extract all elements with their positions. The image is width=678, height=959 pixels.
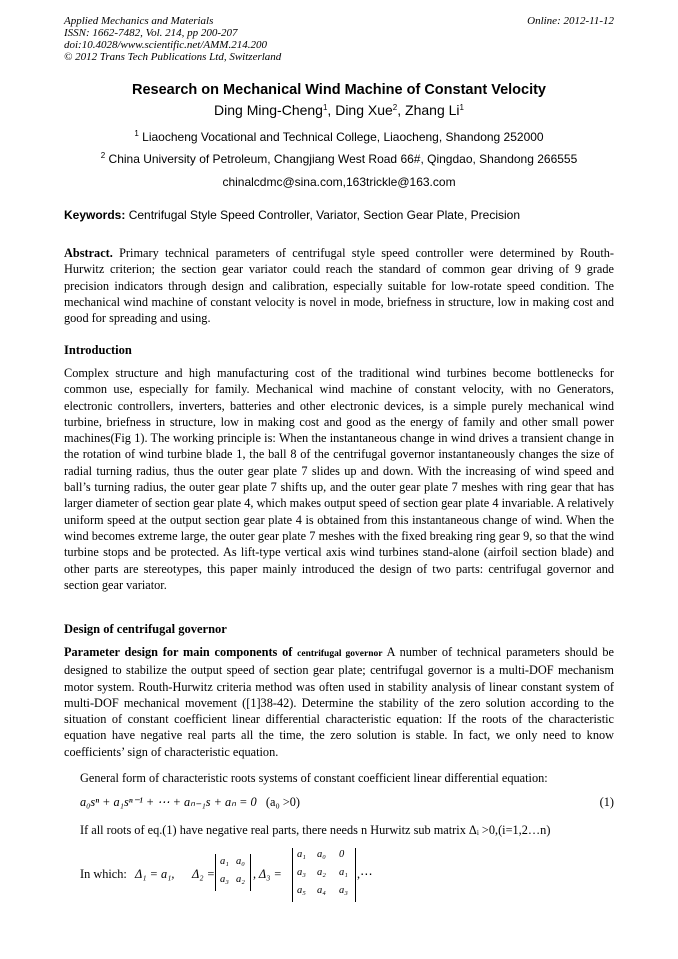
author-name: Ding Xue <box>335 102 393 118</box>
matrix-cell: 0 <box>339 849 345 860</box>
matrix-cell: a₁ <box>339 867 348 878</box>
delta-3-label: , Δ₃ = <box>253 867 282 881</box>
hurwitz-sentence: If all roots of eq.(1) have negative real parts, there needs n Hurwitz sub matrix Δᵢ >0,(i=1,2…n) <box>80 823 551 837</box>
run-in-heading-small: centrifugal governor <box>297 649 383 659</box>
general-form-sentence: General form of characteristic roots systems of constant coefficient linear differential equation: <box>80 771 548 785</box>
matrix-cell: a₀ <box>236 856 245 867</box>
doi-line: doi:10.4028/www.scientific.net/AMM.214.200 <box>64 39 267 51</box>
affiliation-2 <box>0 152 678 166</box>
introduction-paragraph: Complex structure and high manufacturing cost of the traditional wind turbines become bottlenecks for common use, especially for family. Mechanical wind machine of constant velocity, with no Generators, electronic controllers, inverters, batteries and other electronic devices, is a simple purely mechanical wind turbine, briefness in structure, low in making cost and good as the energy of family and other small power machines(Fig 1). The working principle is: When the instantaneous change in wind drives a transient change in the rotation of wind turbine blade 1, the ball 8 of the centrifugal governor instantaneously changes the size of radial turning radius, thus the outer gear plate 7 slides up and down. With the increasing of wind speed and ball’s turning radius, the outer gear plate 7 shifts up, and the outer gear plate 7 meshes with ring gear that has larger diameter of section gear plate 4, which makes output speed of section gear plate 4 invariable. A relatively uniform speed at the output section gear plate 4 is obtained from this instantaneous change of wind. When the wind becomes extreme large, the outer gear plate 7 meshes with the fixed breaking ring gear 9, so that the wind turbine stops and be protected. As lift-type vertical axis wind turbines stand-alone (airfoil section blade) and other parts are stereotypes, this paper mainly introduced the design of two parts: centrifugal governor and section gear variator. <box>64 366 614 592</box>
affil-text: Liaocheng Vocational and Technical College, Liaocheng, Shandong 252000 <box>138 130 544 144</box>
journal-name: Applied Mechanics and Materials <box>64 15 214 27</box>
abstract-text: Primary technical parameters of centrifugal style speed controller were determined by Routh-Hurwitz criterion; the section gear variator could reach the standard of common gear driving of 9 grade precision indicators through design and calibration, especially suitable for low-rotate speed condition. The mechanical wind machine of constant velocity is novel in mode, briefness in structure, low in making cost and good for spreading and using. <box>64 246 614 326</box>
equation-1-body: a₀sⁿ + a₁sⁿ⁻¹ + ⋯ + aₙ₋₁s + aₙ = 0 <box>80 795 257 809</box>
author-list <box>0 102 678 118</box>
determinant-2x2 <box>215 854 251 891</box>
matrix-cell: a₅ <box>297 885 306 896</box>
run-in-heading: Parameter design for main components of <box>64 645 298 659</box>
in-which-label: In which: <box>80 867 127 881</box>
keywords <box>64 208 614 222</box>
author-separator: , <box>327 102 336 118</box>
author-affil-mark: 1 <box>322 103 328 112</box>
author-affil-mark: 1 <box>459 103 464 112</box>
matrix-cell: a₂ <box>236 874 245 885</box>
abstract-label: Abstract. <box>64 246 113 260</box>
matrix-cell: a₁ <box>297 849 306 860</box>
journal-header <box>64 15 281 63</box>
matrix-cell: a₀ <box>317 849 326 860</box>
author-separator: , <box>397 102 406 118</box>
online-date: Online: 2012-11-12 <box>527 15 614 27</box>
section-heading-introduction: Introduction <box>64 343 132 357</box>
affil-text: China University of Petroleum, Changjiang West Road 66#, Qingdao, Shandong 266555 <box>105 152 578 166</box>
section-heading-centrifugal-governor: Design of centrifugal governor <box>64 622 227 636</box>
affiliation-1 <box>0 130 678 144</box>
hurwitz-determinants <box>80 848 550 908</box>
matrix-cell: a₃ <box>220 874 229 885</box>
matrix-cell: a₃ <box>297 867 306 878</box>
keywords-label: Keywords: <box>64 208 126 222</box>
affil-mark: 1 <box>134 129 139 138</box>
matrix-cell: a₃ <box>339 885 348 896</box>
matrix-cell: a₁ <box>220 856 229 867</box>
affil-mark: 2 <box>100 151 106 160</box>
paragraph-text: A number of technical parameters should be designed to stabilize the output speed of section gear plate; centrifugal governor is a multi-DOF mechanism motor system. Routh-Hurwitz criteria method was often used in stability analysis of linear constant system of multi-DOF mechanical movement ([1]38-42). Determine the stability of the zero solution according to the situation of constant coefficient linear differential characteristic equation: If the roots of the characteristic equation have negative real parts all the time, the zero solution is stable. In fact, we only need to know coefficients’ sign of characteristic equation. <box>64 645 614 759</box>
issn-line: ISSN: 1662-7482, Vol. 214, pp 200-207 <box>64 27 238 39</box>
author-affil-mark: 2 <box>392 103 398 112</box>
delta-2-label: Δ₂ = <box>192 867 215 881</box>
equation-1-condition: (a₀ >0) <box>265 795 300 809</box>
equation-1-number: (1) <box>599 795 614 809</box>
author-name: Ding Ming-Cheng <box>214 102 323 118</box>
delta-1: Δ₁ = a₁, <box>135 867 175 881</box>
matrix-cell: a₄ <box>317 885 326 896</box>
determinant-3x3 <box>292 848 356 902</box>
paper-title: Research on Mechanical Wind Machine of Constant Velocity <box>131 82 546 98</box>
author-emails: chinalcdmc@sina.com,163trickle@163.com <box>222 175 456 189</box>
copyright-line: © 2012 Trans Tech Publications Ltd, Switzerland <box>64 51 282 63</box>
abstract <box>64 245 614 326</box>
centrifugal-paragraph <box>64 644 614 760</box>
keywords-text: Centrifugal Style Speed Controller, Variator, Section Gear Plate, Precision <box>125 208 521 222</box>
author-name: Zhang Li <box>405 102 460 118</box>
ellipsis-tail: ,⋯ <box>357 867 373 881</box>
equation-1 <box>80 795 300 810</box>
matrix-cell: a₂ <box>317 867 326 878</box>
